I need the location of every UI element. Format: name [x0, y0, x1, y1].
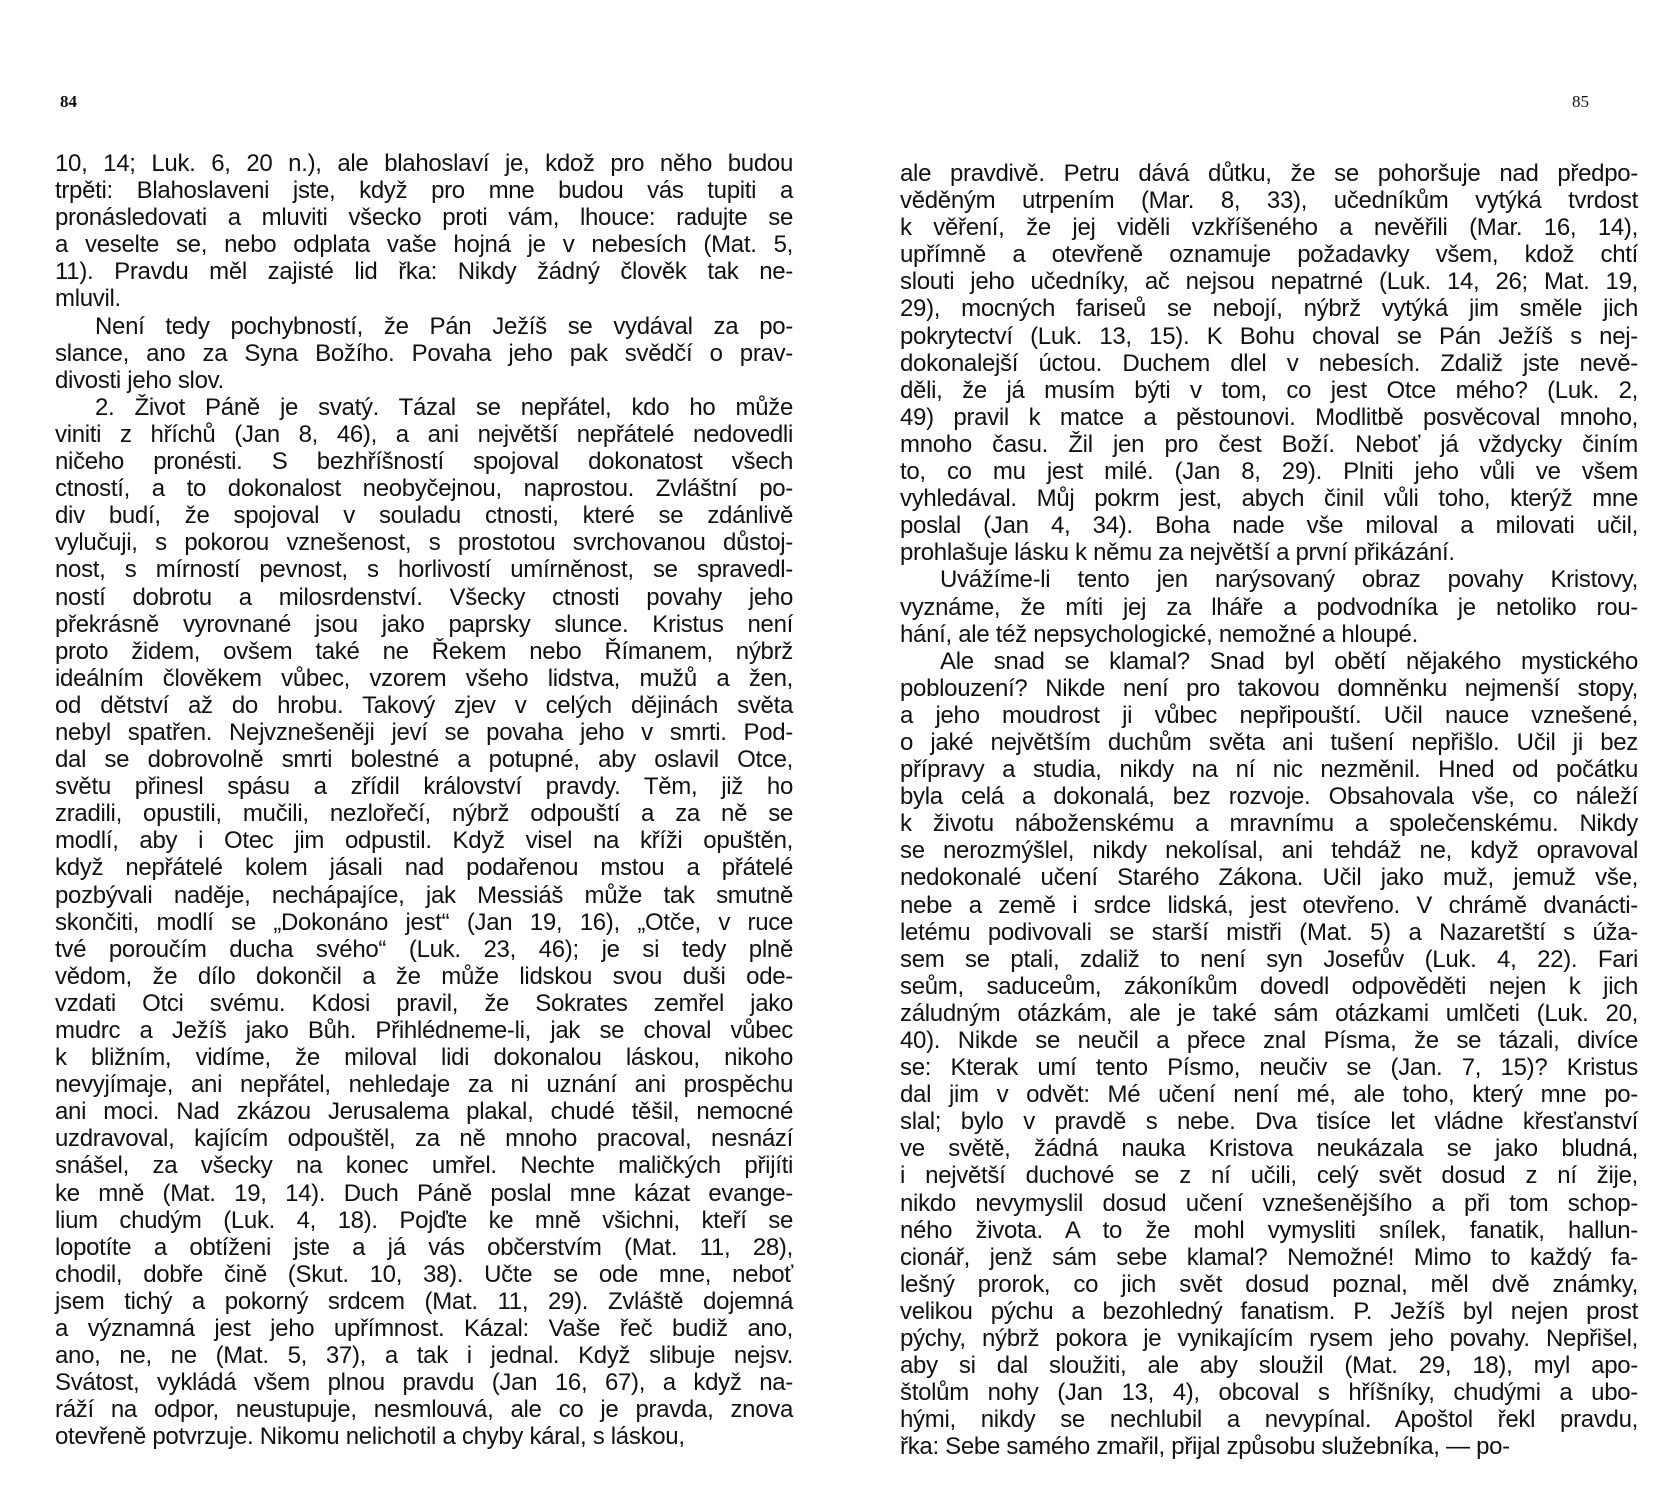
text-line: prohlašuje lásku k němu za největší a první přikázání.	[900, 539, 1455, 567]
text-line: byla celá a dokonalá, bez rozvoje. Obsahovala vše, co náleží	[900, 783, 1638, 811]
text-line: ano, ne, ne (Mat. 5, 37), a tak i jednal. Když slibuje nejsv.	[55, 1342, 793, 1370]
text-line: k bližním, vidíme, že miloval lidi dokonalou láskou, nikoho	[55, 1044, 793, 1072]
text-line: div budí, že spojoval v souladu ctnosti, které se zdánlivě	[55, 502, 793, 530]
text-line: sem se ptali, zdaliž to není syn Josefův (Luk. 4, 22). Fari	[900, 945, 1638, 973]
text-line: vyhledával. Můj pokrm jest, abych činil vůli toho, kterýž mne	[900, 485, 1638, 513]
text-line: se nerozmýšlel, nikdy nekolísal, ani tehdáž ne, když opravoval	[900, 837, 1638, 865]
text-line: dal jim v odvět: Mé učení není mé, ale toho, který mne po-	[900, 1081, 1638, 1109]
text-line: pozbývali naděje, nechápajíce, jak Messiáš může tak smutně	[55, 881, 793, 909]
text-line: dal se dobrovolně smrti bolestné a potupné, aby oslavil Otce,	[55, 746, 793, 774]
text-line: k věření, že jej viděli vzkříšeného a nevěřili (Mar. 16, 14),	[900, 214, 1638, 242]
text-line: trpěti: Blahoslaveni jste, když pro mne budou vás tupiti a	[55, 177, 793, 205]
right-page-text	[900, 160, 1638, 1461]
text-line: věděným utrpením (Mar. 8, 33), učedníkům vytýká tvrdost	[900, 187, 1638, 215]
text-line: a veselte se, nebo odplata vaše hojná je v nebesích (Mat. 5,	[55, 231, 793, 259]
text-line: 10, 14; Luk. 6, 20 n.), ale blahoslaví je, kdož pro něho budou	[55, 150, 793, 177]
text-line: štolům nohy (Jan 13, 4), obcoval s hříšníky, chudými a ubo-	[900, 1379, 1638, 1407]
text-line: vyznáme, že míti jej za lháře a podvodníka je netoliko rou-	[900, 593, 1638, 621]
text-line: slouti jeho učedníky, ač nejsou nepatrné (Luk. 14, 26; Mat. 19,	[900, 268, 1638, 296]
text-line: skončiti, modlí se „Dokonáno jest“ (Jan 19, 16), „Otče, v ruce	[55, 908, 793, 936]
text-line: velikou pýchu a bezohledný fanatism. P. Ježíš byl nejen prost	[900, 1297, 1638, 1325]
text-line: snášel, za všecky na konec umřel. Nechte maličkých přijíti	[55, 1152, 793, 1180]
text-line: mudrc a Ježíš jako Bůh. Přihlédneme-li, jak se choval vůbec	[55, 1017, 793, 1044]
text-line: nikdo nevymyslil dosud učení vznešenějšího a při tom schop-	[900, 1189, 1638, 1217]
text-line: ctností, a to dokonalost neobyčejnou, naprostou. Zvláštní po-	[55, 475, 793, 503]
text-line: záludným otázkám, ale je také sám otázkami umlčeti (Luk. 20,	[900, 999, 1638, 1027]
text-line: pýchy, nýbrž pokora je vynikajícím rysem jeho povahy. Nepřišel,	[900, 1325, 1638, 1353]
text-line: ke mně (Mat. 19, 14). Duch Páně poslal mne kázat evange-	[55, 1179, 793, 1207]
text-line: ráží na odpor, neustupuje, nesmlouvá, ale co je pravda, znova	[55, 1396, 793, 1424]
text-line: aby si dal sloužiti, ale aby sloužil (Mat. 29, 18), myl apo-	[900, 1352, 1638, 1380]
text-line: to, co mu jest milé. (Jan 8, 29). Plniti jeho vůli ve všem	[900, 458, 1638, 486]
text-line: jsem tichý a pokorný srdcem (Mat. 11, 29). Zvláště dojemná	[55, 1287, 793, 1315]
text-line: a jeho moudrost ji vůbec nepřipouští. Učil nauce vznešené,	[900, 701, 1638, 729]
text-line: slal; bylo v pravdě s nebe. Dva tisíce let vládne křesťanství	[900, 1108, 1638, 1136]
text-line: vědom, že dílo dokončil a že může lidskou svou duši ode-	[55, 962, 793, 990]
text-line: cionář, jenž sám sebe klamal? Nemožné! Mimo to každý fa-	[900, 1243, 1638, 1271]
text-line: vzdati Otci svému. Kdosi pravil, že Sokrates zemřel jako	[55, 989, 793, 1017]
text-line: pronásledovati a mluviti všecko proti vám, lhouce: radujte se	[55, 204, 793, 232]
text-line: 29), mocných fariseů se nebojí, nýbrž vytýká jim směle jich	[900, 295, 1638, 323]
text-line: a významná jest jeho upřímnost. Kázal: Vaše řeč budiž ano,	[55, 1315, 793, 1343]
text-line: ve světě, žádná nauka Kristova neukázala se jako bludná,	[900, 1135, 1638, 1163]
text-line: Svátost, vykládá všem plnou pravdu (Jan 16, 67), a když na-	[55, 1369, 793, 1397]
text-line: ného života. A to že mohl vymysliti snílek, fanatik, hallun-	[900, 1216, 1638, 1244]
text-line: upřímně a otevřeně oznamuje požadavky všem, kdož chtí	[900, 241, 1638, 269]
text-line: k životu náboženskému a mravnímu a společenskému. Nikdy	[900, 810, 1638, 838]
text-line: modlí, aby i Otec jim odpustil. Když visel na kříži opuštěn,	[55, 827, 793, 855]
text-line: otevřeně potvrzuje. Nikomu nelichotil a chyby káral, s láskou,	[55, 1423, 685, 1451]
text-line: slance, ano za Syna Božího. Povaha jeho pak svědčí o prav-	[55, 339, 793, 367]
text-line: 40). Nikde se neučil a přece znal Písma, že se tázali, divíce	[900, 1027, 1638, 1054]
text-line: seům, saduceům, zákoníkům dovedl odpověděti nejen k jich	[900, 972, 1638, 1000]
text-line: řka: Sebe samého zmařil, přijal způsobu služebníka, — po-	[900, 1433, 1510, 1461]
text-line: hání, ale též nepsychologické, nemožné a hloupé.	[900, 620, 1418, 648]
text-line: ani moci. Nad zkázou Jerusalema plakal, chudé těšil, nemocné	[55, 1098, 793, 1126]
text-line: poblouzení? Nikde není pro takovou domněnku nejmenší stopy,	[900, 674, 1638, 702]
text-line: 2. Život Páně je svatý. Tázal se nepřátel, kdo ho může	[95, 393, 793, 421]
text-line: nebe a země i srdce lidská, jest otevřeno. V chrámě dvanácti-	[900, 891, 1638, 919]
text-line: Není tedy pochybností, že Pán Ježíš se vydával za po-	[95, 312, 793, 340]
text-line: chodil, dobře čině (Skut. 10, 38). Učte se ode mne, neboť	[55, 1260, 793, 1288]
text-line: nost, s mírností pevnost, s horlivostí umírněnost, se spravedl-	[55, 556, 793, 584]
text-line: poslal (Jan 4, 34). Boha nade vše miloval a milovati učil,	[900, 512, 1638, 540]
text-line: překrásně vyrovnané jsou jako paprsky slunce. Kristus není	[55, 610, 793, 638]
text-line: nebyl spatřen. Nejvznešeněji jeví se povaha jeho v smrti. Pod-	[55, 718, 793, 746]
text-line: nevyjímaje, ani nepřátel, nehledaje za ni uznání ani prospěchu	[55, 1071, 793, 1099]
text-line: ností dobrotu a milosrdenství. Všecky ctnosti povahy jeho	[55, 583, 793, 611]
text-line: Uvážíme-li tento jen narýsovaný obraz povahy Kristovy,	[940, 566, 1638, 594]
text-line: divosti jeho slov.	[55, 366, 224, 394]
text-line: hými, nikdy se nechlubil a nevypínal. Apoštol řekl pravdu,	[900, 1406, 1638, 1434]
text-line: děli, že já musím býti v tom, co jest Otce mého? (Luk. 2,	[900, 376, 1638, 404]
text-line: dokonalejší úctou. Duchem dlel v nebesích. Zdaliž jste nevě-	[900, 349, 1638, 377]
text-line: lium chudým (Luk. 4, 18). Pojďte ke mně všichni, kteří se	[55, 1206, 793, 1234]
text-line: o jaké největším duchům světa ani tušení nepřišlo. Učil ji bez	[900, 728, 1638, 756]
text-line: od dětství až do hrobu. Takový zjev v celých dějinách světa	[55, 691, 793, 719]
text-line: se: Kterak umí tento Písmo, neučiv se (Jan. 7, 15)? Kristus	[900, 1054, 1638, 1082]
text-line: uzdravoval, kajícím odpouštěl, za ně mnoho pracoval, nesnází	[55, 1125, 793, 1153]
text-line: světu přinesl spásu a zřídil království pravdy. Těm, již ho	[55, 773, 793, 801]
text-line: mnoho času. Žil jen pro čest Boží. Neboť já vždycky činím	[900, 430, 1638, 458]
text-line: 49) pravil k matce a pěstounovi. Modlitbě posvěcoval mnoho,	[900, 403, 1638, 431]
text-line: pokrytectví (Luk. 13, 15). K Bohu choval se Pán Ježíš s nej-	[900, 322, 1638, 350]
text-line: nedokonalé učení Starého Zákona. Učil jako muž, jemuž vše,	[900, 864, 1638, 892]
text-line: lešný prorok, co jich svět dosud poznal, měl dvě známky,	[900, 1270, 1638, 1298]
text-line: ideálním člověkem vůbec, vzorem všeho lidstva, mužů a žen,	[55, 664, 793, 692]
text-line: vylučuji, s pokorou vznešenost, s prostotou svrchovanou důstoj-	[55, 529, 793, 557]
text-line: ale pravdivě. Petru dává důtku, že se pohoršuje nad předpo-	[900, 160, 1638, 187]
text-line: 11). Pravdu měl zajisté lid řka: Nikdy žádný člověk tak ne-	[55, 258, 793, 286]
text-line: Ale snad se klamal? Snad byl obětí nějakého mystického	[940, 647, 1638, 675]
text-line: letému podivovali se starší mistři (Mat. 5) a Nazaretští s úža-	[900, 918, 1638, 946]
text-line: ničeho pronésti. S bezhříšností spojoval dokonatost všech	[55, 448, 793, 476]
text-line: tvé poroučím ducha svého“ (Luk. 23, 46); je si tedy plně	[55, 935, 793, 963]
text-line: mluvil.	[55, 285, 121, 313]
text-line: když nepřátelé kolem jásali nad podařenou mstou a přátelé	[55, 854, 793, 882]
text-line: viniti z hříchů (Jan 8, 46), a ani největší nepřátelé nedovedli	[55, 420, 793, 448]
text-line: lopotíte a obtíženi jste a já vás občerstvím (Mat. 11, 28),	[55, 1233, 793, 1261]
text-line: proto židem, ovšem také ne Řekem nebo Římanem, nýbrž	[55, 637, 793, 665]
text-line: zradili, opustili, mučili, nezlořečí, nýbrž odpouští a za ně se	[55, 800, 793, 828]
left-page-text	[55, 150, 793, 1451]
page-number-left: 84	[60, 92, 77, 111]
page-number-right: 85	[1572, 92, 1589, 111]
text-line: přípravy a studia, nikdy na ní nic nezměnil. Hned od počátku	[900, 756, 1638, 784]
text-line: i největší duchové se z ní učili, celý svět dosud z ní žije,	[900, 1162, 1638, 1190]
